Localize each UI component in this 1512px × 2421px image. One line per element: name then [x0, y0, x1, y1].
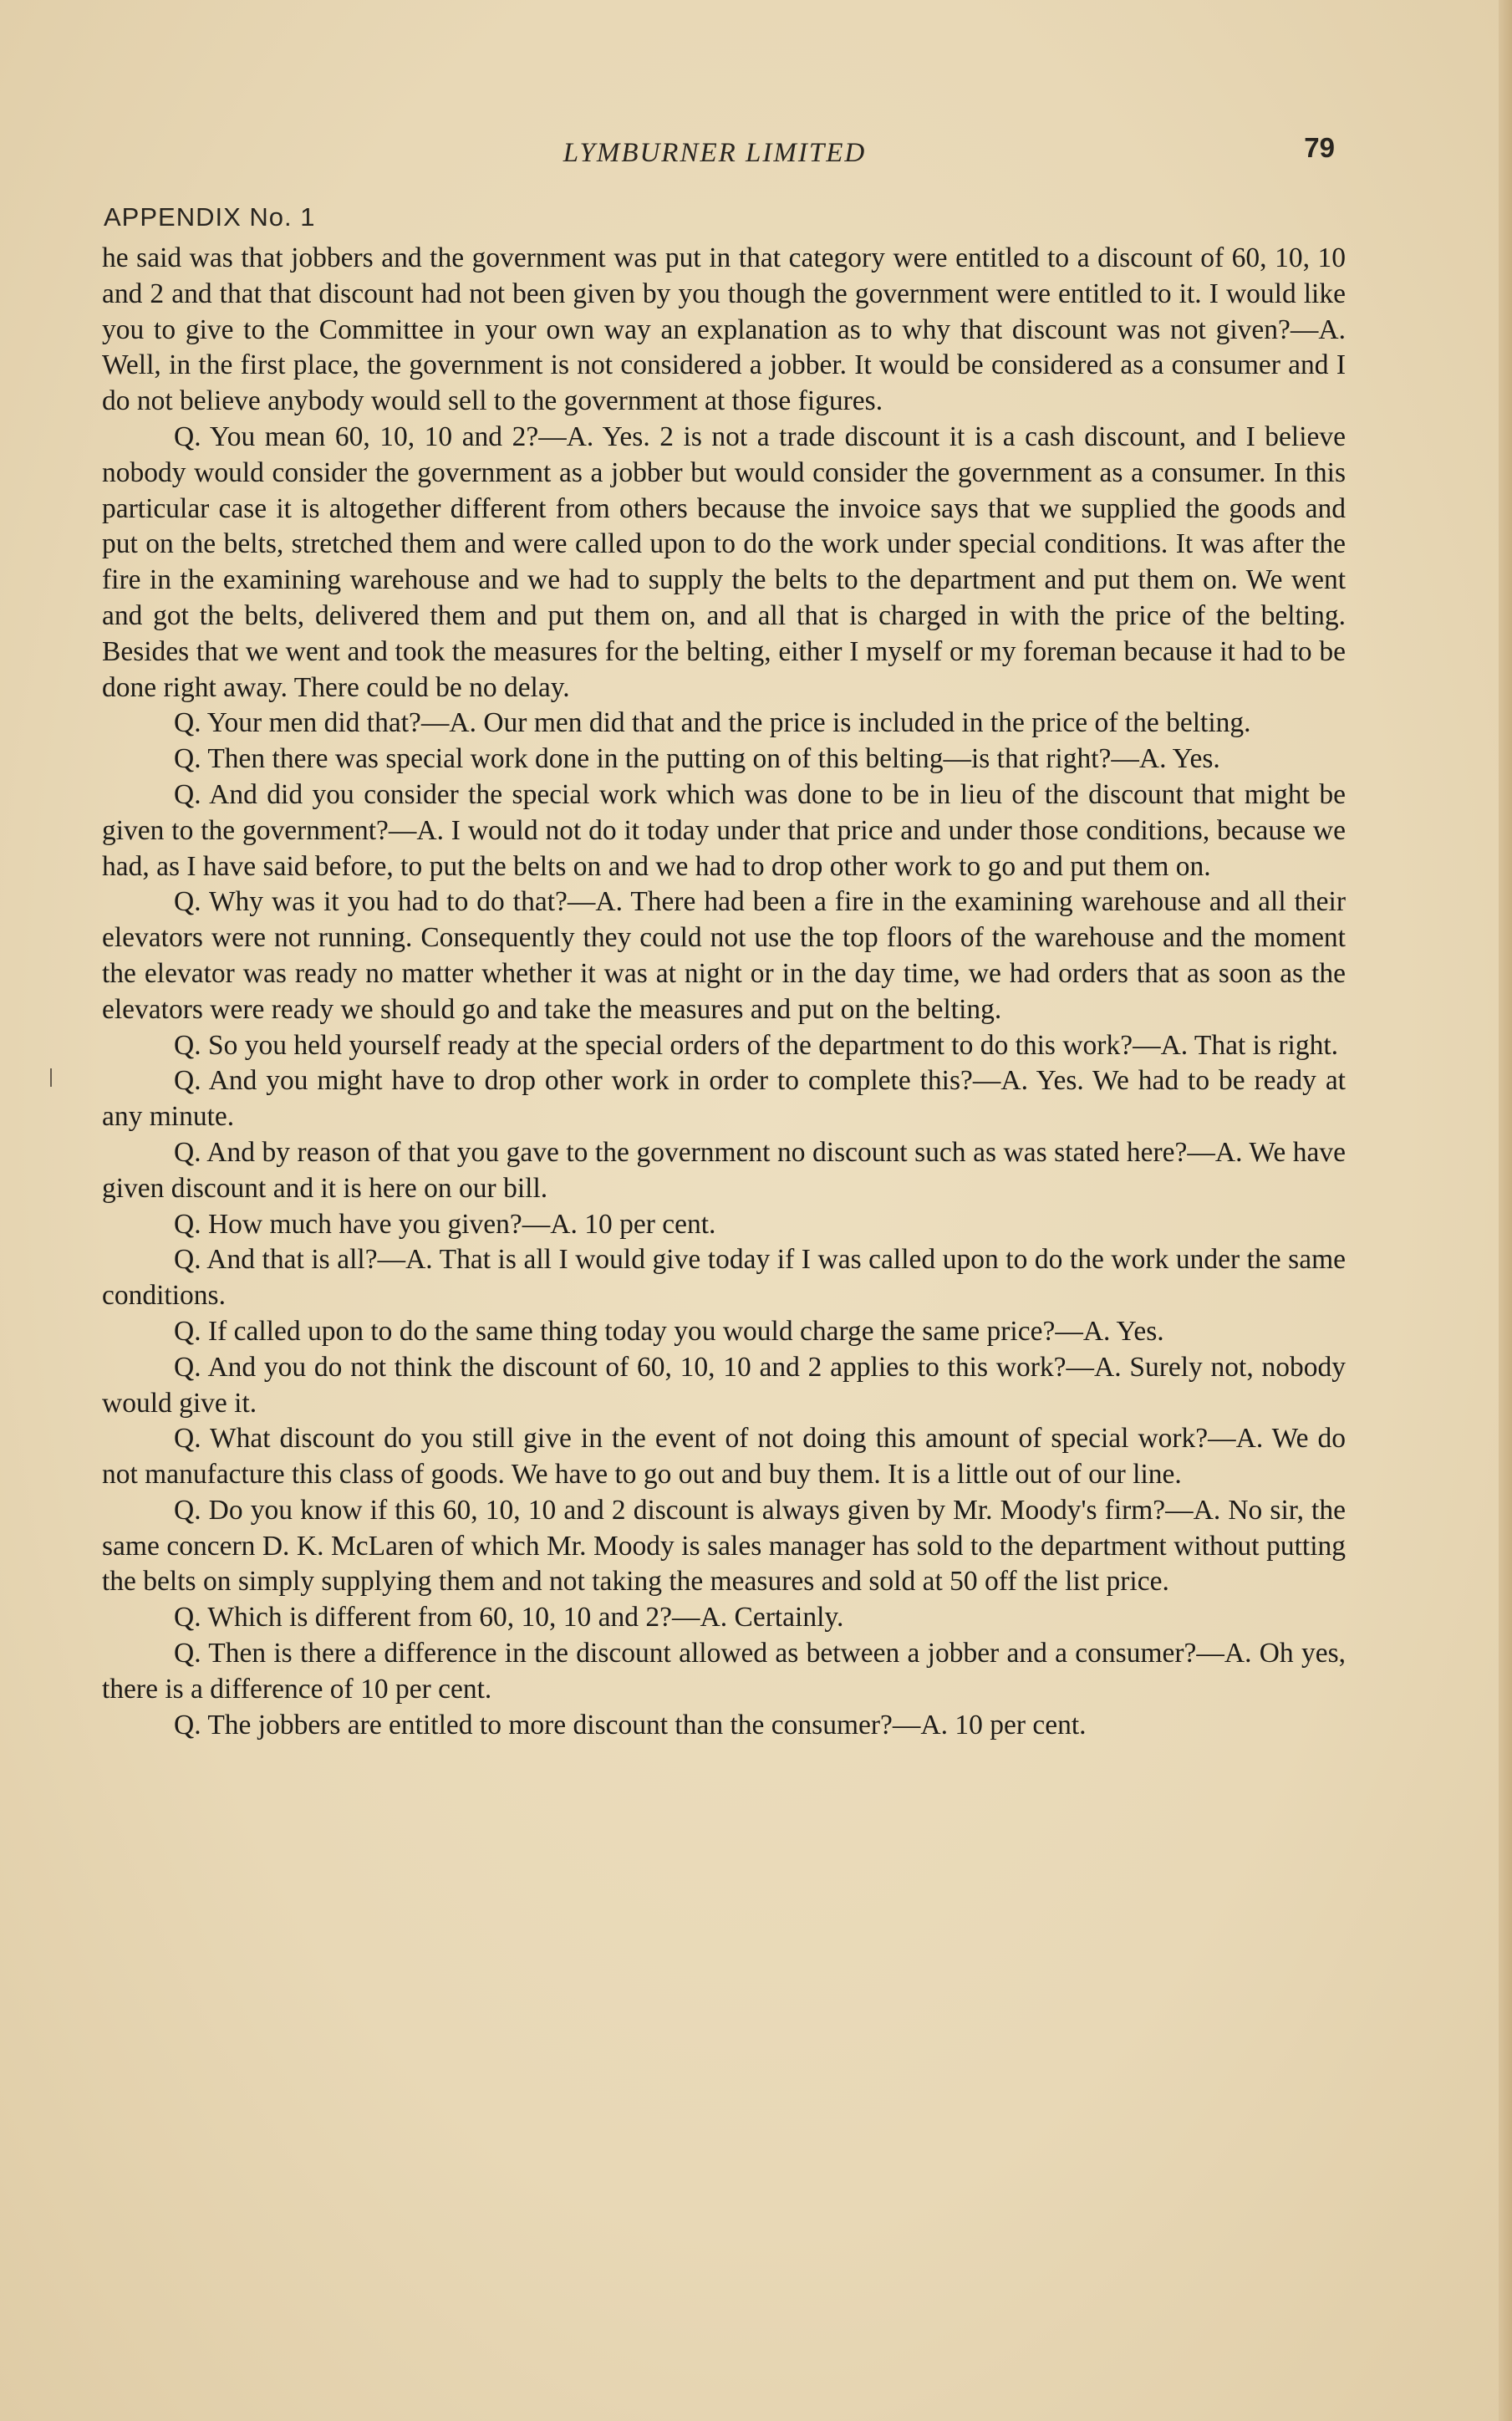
paragraph: Q. So you held yourself ready at the special orders of the department to do this work?—A. That is right.: [174, 1029, 1339, 1061]
page-number: 79: [1304, 132, 1335, 163]
paragraph: Q. Your men did that?—A. Our men did that and the price is included in the price of the belting.: [174, 707, 1251, 739]
paragraph: Q. Then there was special work done in the putting on of this belting—is that right?—A. Yes.: [174, 743, 1220, 775]
paragraph: Q. Which is different from 60, 10, 10 and 2?—A. Certainly.: [174, 1602, 844, 1634]
paragraph: Q. The jobbers are entitled to more discount than the consumer?—A. 10 per cent.: [174, 1709, 1087, 1741]
margin-mark: [50, 1068, 52, 1087]
page-edge-shadow: [1499, 0, 1512, 2421]
paragraph: Q. Why was it you had to do that?—A. There had been a fire in the examining warehouse and all their elevators were not running. Consequently they could not use the top floors of the warehouse and the moment the elevator was ready no matter whether it was at night or in the day time, we had orders that as soon as the elevators were ready we should go and take the measures and put on the belting.: [102, 886, 1346, 1025]
appendix-label: APPENDIX No. 1: [104, 202, 316, 232]
body-text: [102, 241, 1346, 1743]
paragraph: Q. You mean 60, 10, 10 and 2?—A. Yes. 2 is not a trade discount it is a cash discount, and I believe nobody would consider the government as a jobber but would consider the government as a consumer. In this particular case it is altogether different from others because the invoice says that we supplied the goods and put on the belts, stretched them and were called upon to do the work under special conditions. It was after the fire in the examining warehouse and we had to supply the belts to the department and put them on. We went and got the belts, delivered them and put them on, and all that is charged in with the price of the belting. Besides that we went and took the measures for the belting, either I myself or my foreman because it had to be done right away. There could be no delay.: [102, 420, 1346, 703]
paragraph: Q. If called upon to do the same thing today you would charge the same price?—A. Yes.: [174, 1315, 1164, 1347]
paragraph: Q. And that is all?—A. That is all I would give today if I was called upon to do the work under the same conditions.: [102, 1244, 1346, 1312]
paragraph: Q. Then is there a difference in the discount allowed as between a jobber and a consumer?—A. Oh yes, there is a difference of 10 per cent.: [102, 1638, 1346, 1705]
paragraph: Q. Do you know if this 60, 10, 10 and 2 discount is always given by Mr. Moody's firm?—A. No sir, the same concern D. K. McLaren of which Mr. Moody is sales manager has sold to the department without putting the belts on simply supplying them and not taking the measures and sold at 50 off the list price.: [102, 1494, 1346, 1598]
paragraph-continuation: he said was that jobbers and the government was put in that category were entitled to a discount of 60, 10, 10 and 2 and that that discount had not been given by you though the government were entitled to it. I would like you to give to the Committee in your own way an explanation as to why that discount was not given?—A. Well, in the first place, the government is not considered a jobber. It would be considered as a consumer and I do not believe anybody would sell to the government at those figures.: [102, 242, 1346, 417]
paragraph: Q. What discount do you still give in the event of not doing this amount of special work?—A. We do not manufacture this class of goods. We have to go out and buy them. It is a little out of our line.: [102, 1423, 1346, 1491]
paragraph: Q. And you do not think the discount of 60, 10, 10 and 2 applies to this work?—A. Surely not, nobody would give it.: [102, 1351, 1346, 1419]
paragraph: Q. And by reason of that you gave to the government no discount such as was stated here?—A. We have given discount and it is here on our bill.: [102, 1136, 1346, 1204]
paragraph: Q. How much have you given?—A. 10 per cent.: [174, 1208, 716, 1240]
paragraph: Q. And you might have to drop other work in order to complete this?—A. Yes. We had to be ready at any minute.: [102, 1065, 1346, 1133]
running-head: LYMBURNER LIMITED: [563, 138, 867, 168]
paragraph: Q. And did you consider the special work which was done to be in lieu of the discount that might be given to the government?—A. I would not do it today under that price and under those conditions, because we had, as I have said before, to put the belts on and we had to drop other work to go and put them on.: [102, 778, 1346, 882]
